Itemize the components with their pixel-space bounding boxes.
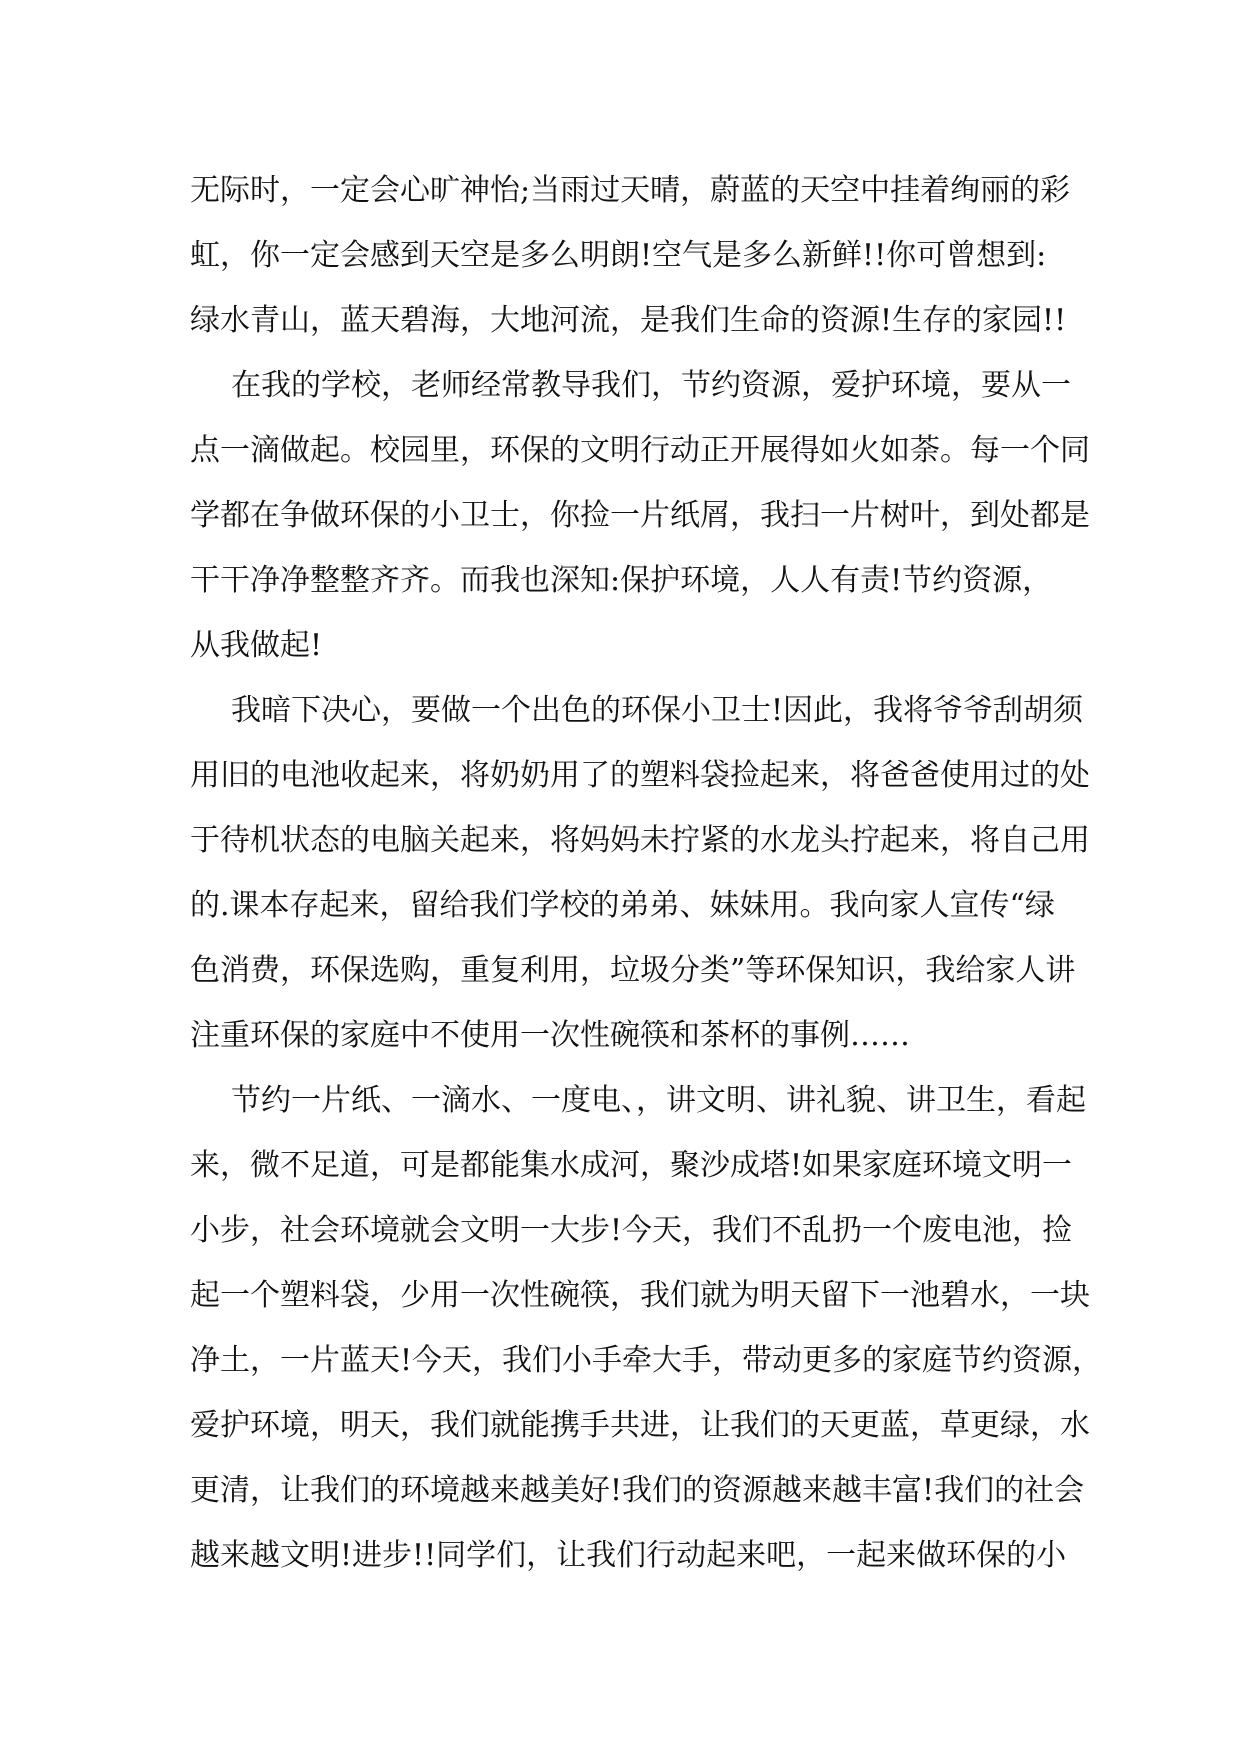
text-line: 无际时，一定会心旷神怡;当雨过天晴，蔚蓝的天空中挂着绚丽的彩: [190, 173, 1071, 208]
body-text: [190, 158, 1103, 1588]
text-line: 的.课本存起来，留给我们学校的弟弟、妹妹用。我向家人宣传“绿: [190, 888, 1055, 923]
text-line: 来，微不足道，可是都能集水成河，聚沙成塔!如果家庭环境文明一: [190, 1148, 1073, 1183]
paragraph-first-line: 在我的学校，老师经常教导我们，节约资源，爱护环境，要从一: [231, 368, 1071, 403]
text-line: 注重环保的家庭中不使用一次性碗筷和茶杯的事例……: [190, 1018, 910, 1053]
text-line: 净土，一片蓝天!今天，我们小手牵大手，带动更多的家庭节约资源，: [190, 1343, 1103, 1378]
text-line: 绿水青山，蓝天碧海，大地河流，是我们生命的资源!生存的家园!!: [190, 303, 1067, 338]
text-line: 更清，让我们的环境越来越美好!我们的资源越来越丰富!我们的社会: [190, 1473, 1085, 1508]
text-line: 学都在争做环保的小卫士，你捡一片纸屑，我扫一片树叶，到处都是: [190, 498, 1090, 533]
text-line: 点一滴做起。校园里，环保的文明行动正开展得如火如荼。每一个同: [190, 433, 1090, 468]
text-line: 用旧的电池收起来，将奶奶用了的塑料袋捡起来，将爸爸使用过的处: [190, 758, 1090, 793]
paragraph-first-line: 我暗下决心，要做一个出色的环保小卫士!因此，我将爷爷刮胡须: [231, 693, 1084, 728]
text-line: 于待机状态的电脑关起来，将妈妈未拧紧的水龙头拧起来，将自己用: [190, 823, 1090, 858]
text-line: 从我做起!: [190, 628, 323, 663]
text-line: 干干净净整整齐齐。而我也深知:保护环境，人人有责!节约资源，: [190, 563, 1053, 598]
paragraph-first-line: 节约一片纸、一滴水、一度电、，讲文明、讲礼貌、讲卫生，看起: [231, 1083, 1086, 1118]
text-line: 起一个塑料袋，少用一次性碗筷，我们就为明天留下一池碧水，一块: [190, 1278, 1090, 1313]
text-line: 小步，社会环境就会文明一大步!今天，我们不乱扔一个废电池，捡: [190, 1213, 1073, 1248]
text-line: 越来越文明!进步!!同学们，让我们行动起来吧，一起来做环保的小: [190, 1538, 1067, 1573]
text-line: 虹，你一定会感到天空是多么明朗!空气是多么新鲜!!你可曾想到:: [190, 238, 1047, 273]
text-line: 爱护环境，明天，我们就能携手共进，让我们的天更蓝，草更绿，水: [190, 1408, 1090, 1443]
text-line: 色消费，环保选购，重复利用，垃圾分类”等环保知识，我给家人讲: [190, 953, 1076, 988]
